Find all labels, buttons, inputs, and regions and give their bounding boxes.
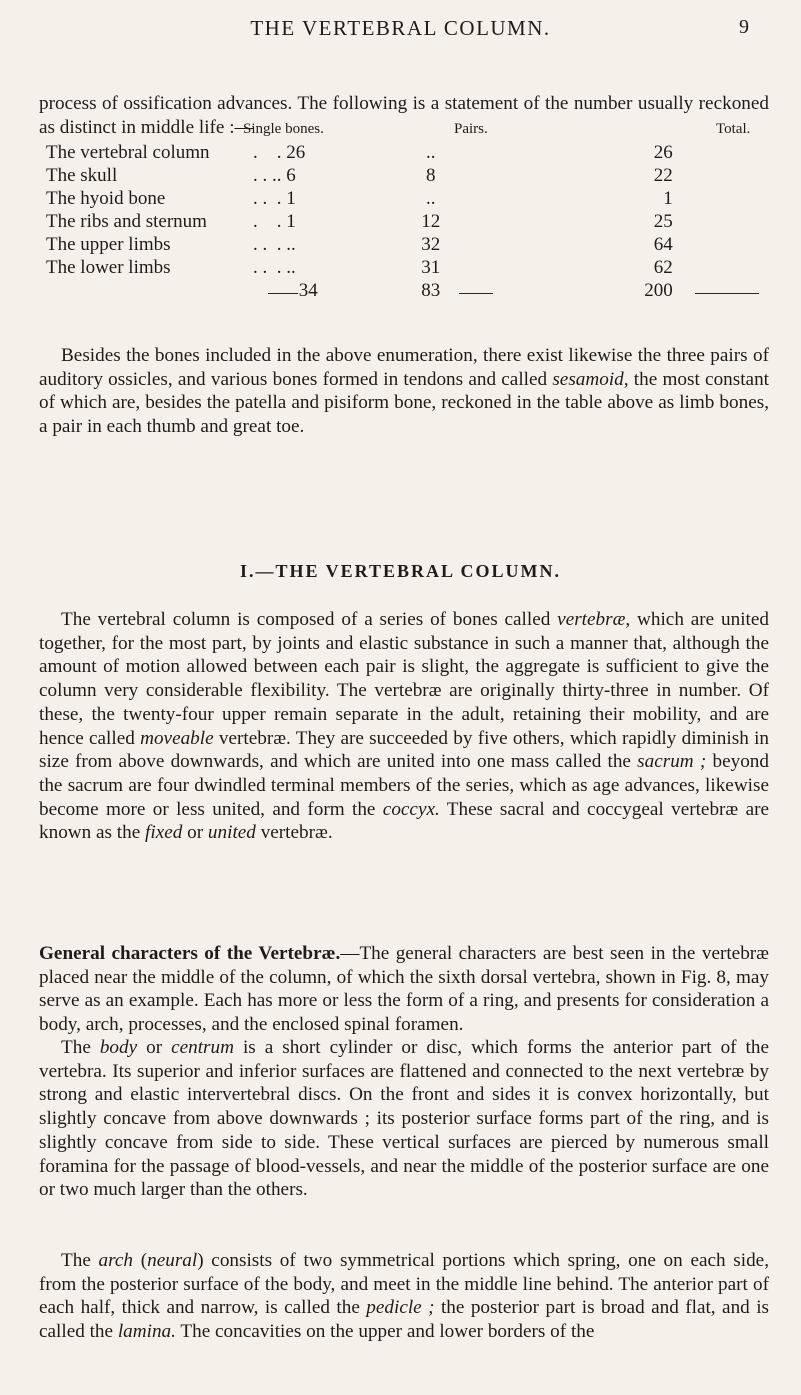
text-run: or <box>137 1037 172 1058</box>
pairs-total: 83 <box>421 280 441 301</box>
italic-term: sesamoid, <box>552 368 629 390</box>
text-run: The vertebral column is composed of a series of bones called <box>61 609 558 630</box>
header-pairs: Pairs. <box>454 121 488 137</box>
section-heading: I.—THE VERTEBRAL COLUMN. <box>239 561 562 581</box>
italic-term: sacrum ; <box>637 751 707 773</box>
running-head <box>0 16 801 46</box>
run-in-heading: General characters of the Vertebræ. <box>39 943 341 964</box>
pairs-cell: 32 <box>421 234 441 255</box>
text-run: ) consists of two symmetrical portions which spring, one on each side, from the posterior surface of the body, and meet in the middle line behind. The anterior part of each half, thick and narrow, is called the <box>39 1250 769 1319</box>
besides-paragraph <box>39 344 769 439</box>
italic-term: arch <box>98 1250 134 1271</box>
totals-row <box>46 279 673 302</box>
leader-dots: . . . <box>253 165 277 186</box>
italic-term: centrum <box>171 1037 234 1058</box>
pairs-cell: .. <box>426 142 436 163</box>
total-cell: 26 <box>653 142 673 163</box>
pairs-cell: .. <box>426 188 436 209</box>
text-run: —The general characters are best seen in the vertebræ placed near the middle of the column, of which the sixth dorsal vertebra, shown in Fig. 8, may serve as an example. Each has more or less the form of a ring, and presents for consideration a body, arch, processes, and the enclosed spinal foramen. <box>39 943 769 1036</box>
pairs-cell: 31 <box>421 257 441 278</box>
italic-term: neural <box>147 1250 198 1271</box>
total-cell: 62 <box>653 257 673 278</box>
sum-rule-single <box>268 293 298 294</box>
pairs-cell: 8 <box>426 165 436 186</box>
table-row <box>46 141 673 164</box>
single-bones-cell: . 1 <box>276 188 296 209</box>
text-run: beyond the sacrum are four dwindled terminal members of the series, which as age advances, likewise become more or less united, and form the <box>39 751 769 820</box>
header-single-bones: Single bones. <box>243 121 324 137</box>
single-bones-total: 34 <box>298 280 318 301</box>
row-label: The hyoid bone <box>46 188 166 209</box>
total-cell: 1 <box>663 188 673 209</box>
bone-count-table <box>46 141 673 302</box>
single-bones-cell: . 26 <box>276 142 306 163</box>
text-run: vertebræ. They are succeeded by five others, which rapidly diminish in size from above downwards, and which are united into one mass called the <box>39 727 769 773</box>
pairs-cell: 12 <box>421 211 441 232</box>
paragraph-body <box>39 1036 769 1202</box>
paragraph-arch <box>39 1249 769 1344</box>
italic-term: vertebræ, <box>557 609 631 630</box>
leader-dots: . . <box>253 188 268 209</box>
leader-dots: . . <box>253 257 268 278</box>
table-row <box>46 256 673 279</box>
single-bones-cell: . 6 <box>276 165 296 186</box>
paragraph-vertebral-column <box>39 608 769 845</box>
single-bones-cell: . 1 <box>276 211 296 232</box>
total-cell: 22 <box>653 165 673 186</box>
leader-dots: . <box>253 142 258 163</box>
table-row <box>46 233 673 256</box>
total-cell: 64 <box>653 234 673 255</box>
table-row <box>46 164 673 187</box>
text-run: ( <box>133 1250 148 1271</box>
italic-term: fixed <box>145 822 183 844</box>
total-cell: 25 <box>653 211 673 232</box>
row-label: The skull <box>46 165 118 186</box>
sum-rule-total <box>695 293 759 294</box>
text-run: which are united together, for the most part, by joints and elastic substance in such a manner that, although the amount of motion allowed between each pair is slight, the aggregate is sufficient to give the column very considerable flexibility. The vertebræ are originally thirty-three in number. Of these, the twenty-four upper remain separate in the adult, retaining their mobility, and are hence called <box>39 609 769 749</box>
row-label: The vertebral column <box>46 142 210 163</box>
row-label: The upper limbs <box>46 234 171 255</box>
paragraph-general-characters <box>39 942 769 1037</box>
italic-term: body <box>99 1037 138 1058</box>
intro-paragraph: process of ossification advances. The following is a statement of the number usually reckoned as distinct in middle life :— <box>39 93 769 138</box>
text-run: The concavities on the upper and lower borders of the <box>175 1321 595 1343</box>
sum-rule-pairs <box>459 293 493 294</box>
italic-term: united <box>207 822 256 844</box>
table-row <box>46 210 673 233</box>
italic-term: coccyx. <box>382 798 440 820</box>
page-number: 9 <box>739 16 749 38</box>
text-run: is a short cylinder or disc, which forms the anterior part of the vertebra. Its superior and inferior surfaces are flattened and connected to the next vertebræ by strong and elastic intervertebral discs. On the front and sides it is convex horizontally, but slightly concave from above downwards ; its posterior surface forms part of the ring, and is slightly concave from side to side. These vertical surfaces are pierced by numerous small foramina for the passage of blood-vessels, and near the middle of the posterior surface are one or two much larger than the others. <box>39 1037 769 1201</box>
single-bones-cell: . .. <box>276 257 296 278</box>
text-run: or <box>182 822 208 844</box>
text-run: vertebræ. <box>255 822 333 844</box>
single-bones-cell: . .. <box>276 234 296 255</box>
text-run: The <box>61 1250 99 1271</box>
italic-term: lamina. <box>117 1321 176 1343</box>
row-label: The ribs and sternum <box>46 211 207 232</box>
leader-dots: . . <box>253 234 268 255</box>
text-run: Besides the bones included in the above enumeration, there exist likewise the three pairs of auditory ossicles, and various bones formed in tendons and called <box>39 345 769 390</box>
row-label: The lower limbs <box>46 257 171 278</box>
grand-total: 200 <box>644 280 673 301</box>
running-title: THE VERTEBRAL COLUMN. <box>250 16 551 40</box>
text-run: the posterior part is broad and flat, and is called the <box>39 1297 769 1343</box>
italic-term: pedicle ; <box>366 1297 435 1319</box>
text-run: The <box>61 1037 100 1058</box>
italic-term: moveable <box>140 727 214 749</box>
text-run: These sacral and coccygeal vertebræ are known as the <box>39 798 769 844</box>
leader-dots: . <box>253 211 258 232</box>
header-total: Total. <box>716 121 751 137</box>
text-run: the most constant of which are, besides the patella and pisiform bone, reckoned in the table above as limb bones, a pair in each thumb and great toe. <box>39 368 769 438</box>
table-row <box>46 187 673 210</box>
